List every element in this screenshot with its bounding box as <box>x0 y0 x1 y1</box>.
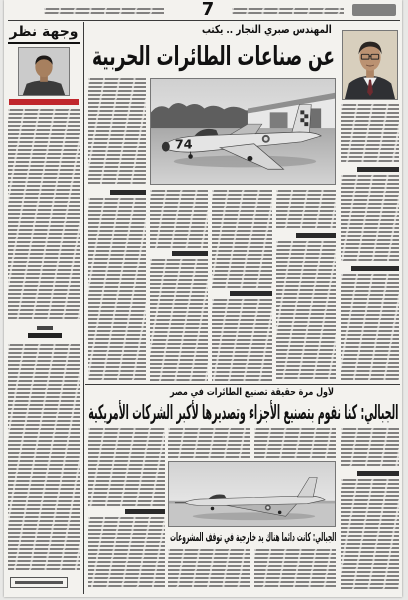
article-1-subhead <box>296 233 336 238</box>
article-2-upper-text <box>254 428 336 458</box>
opinion-email-text <box>15 581 63 584</box>
header-left-info <box>44 8 164 14</box>
aircraft-photo-1 <box>150 78 336 185</box>
article-1-headline-text: عن صناعات الطائرات الحربية <box>92 42 335 72</box>
article-1-column-c <box>212 299 272 381</box>
article-1-right-column <box>341 104 399 164</box>
article-1-headline <box>90 40 335 74</box>
article-2-upper-text <box>168 428 250 458</box>
article-2-kicker-text: لأول مرة حقيقة تصنيع الطائرات في مصر <box>170 387 334 398</box>
article-2-kicker <box>168 387 334 399</box>
columnist-portrait <box>19 48 69 95</box>
author-portrait <box>343 31 397 99</box>
columnist-photo <box>18 47 70 96</box>
article-1-kicker-text: المهندس صبري النجار .. يكتب <box>202 23 332 36</box>
left-column-divider <box>83 22 84 594</box>
article-1-column-d <box>276 190 336 230</box>
article-1-column-c <box>212 190 272 288</box>
article-2-left-subhead <box>125 509 165 514</box>
article-divider <box>85 384 400 385</box>
article-2-headline-text: الجبالي: كنا نقوم بتصنيع الأجزاء وتصديرها لأكبر الشركات الأمريكية <box>87 400 398 424</box>
opinion-body-text <box>8 109 80 321</box>
opinion-byline-name <box>28 333 62 338</box>
article-1-kicker <box>200 23 332 37</box>
header-dateline <box>232 8 344 14</box>
article-1-right-column <box>341 175 399 263</box>
masthead-logo <box>352 4 396 16</box>
article-2-subheadline-text: الجبالي: كانت دائما هناك يد خارجية في توقف المشروعات <box>169 530 336 544</box>
article-1-subhead <box>110 190 146 195</box>
opinion-email-box <box>10 577 68 588</box>
article-1-subhead <box>230 291 272 296</box>
article-2-right-subhead <box>357 471 399 476</box>
article-1-column-beside-photo <box>88 78 146 186</box>
article-1-subhead <box>172 251 208 256</box>
article-1-right-subhead <box>351 266 399 271</box>
author-photo <box>342 30 398 100</box>
article-2-right-column <box>341 479 399 589</box>
opinion-body-text-continued <box>8 344 80 572</box>
page-number <box>196 0 220 20</box>
opinion-byline-label <box>37 326 53 330</box>
article-1-column-a <box>88 198 146 381</box>
article-2-left-column <box>88 517 165 589</box>
article-2-headline <box>86 400 398 424</box>
article-1-column-b <box>150 259 208 381</box>
opinion-section-title-text: وجهة نظر <box>9 24 79 40</box>
page-number-text: 7 <box>201 0 215 20</box>
article-2-lower-text <box>168 549 250 589</box>
delta-wing-jet-image <box>169 462 335 526</box>
aircraft-photo-2 <box>168 461 336 527</box>
article-2-right-column <box>341 428 399 468</box>
opinion-section-title <box>8 23 80 41</box>
header-rule <box>8 20 400 21</box>
article-1-right-column <box>341 274 399 382</box>
jet-on-airfield-image <box>151 79 335 184</box>
opinion-title-underline <box>8 42 80 44</box>
article-1-right-subhead <box>357 167 399 172</box>
article-1-column-b <box>150 190 208 248</box>
article-2-left-column <box>88 428 165 506</box>
article-2-subheadline <box>168 529 336 545</box>
article-2-lower-text <box>254 549 336 589</box>
article-1-column-d <box>276 241 336 381</box>
aircraft-marking: 74 <box>174 137 193 153</box>
opinion-red-headline <box>9 99 79 105</box>
